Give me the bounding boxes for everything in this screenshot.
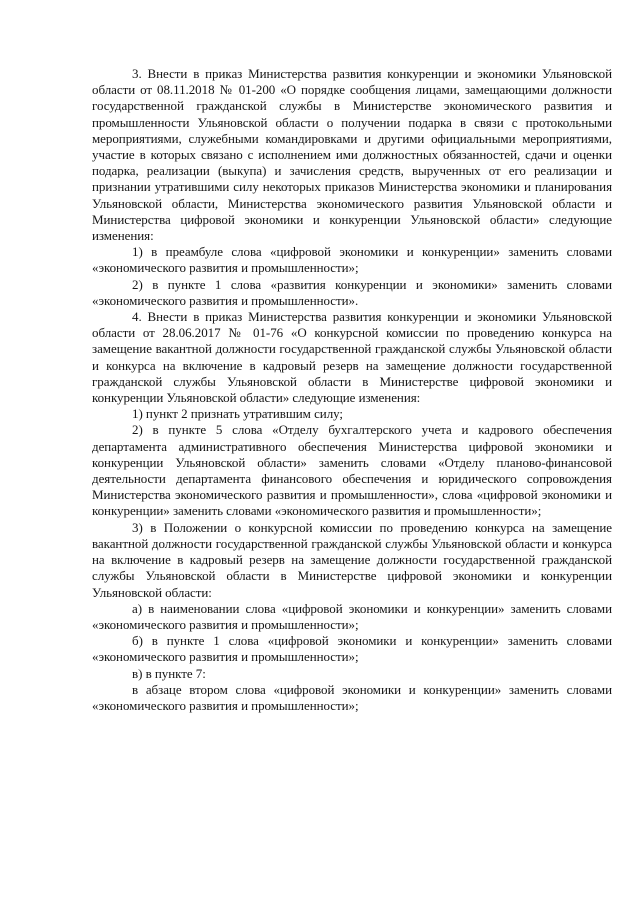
item-4-3-v: в) в пункте 7: xyxy=(132,665,206,681)
document-page xyxy=(92,66,612,714)
item-3-1: 1) в преамбуле слова «цифровой экономики и конкуренции» заменить словами «экономического развития и промышленности»; xyxy=(92,244,612,276)
item-4-3: 3) в Положении о конкурсной комиссии по проведению конкурса на замещение вакантной должности государственной гражданской службы Ульяновской области и конкурса на включение в кадровый резерв на замещение должности государственной гражданской службы Ульяновской области в Министерстве цифровой экономики и конкуренции Ульяновской области: xyxy=(92,519,612,600)
item-4-3-v-abzac: в абзаце втором слова «цифровой экономики и конкуренции» заменить словами «экономического развития и промышленности»; xyxy=(92,681,612,713)
paragraph-4: 4. Внести в приказ Министерства развития конкуренции и экономики Ульяновской области от 28.06.2017 № 01-76 «О конкурсной комиссии по проведению конкурса на замещение вакантной должности государственной гражданской службы Ульяновской области и конкурса на включение в кадровый резерв на замещение должности государственной гражданской службы Ульяновской области в Министерстве цифровой экономики и конкуренции Ульяновской области» следующие изменения: xyxy=(92,309,612,406)
item-4-2: 2) в пункте 5 слова «Отделу бухгалтерского учета и кадрового обеспечения департамента административного обеспечения Министерства цифровой экономики и конкуренции Ульяновской области» заменить словами «Отделу планово-финансовой деятельности департамента финансового обеспечения и юридического сопровождения Министерства экономического развития и промышленности», слова «цифровой экономики и конкуренции» заменить словами «экономического развития и промышленности»; xyxy=(92,422,612,519)
item-4-1: 1) пункт 2 признать утратившим силу; xyxy=(132,406,343,422)
item-4-3-b: б) в пункте 1 слова «цифровой экономики и конкуренции» заменить словами «экономического развития и промышленности»; xyxy=(92,633,612,665)
item-3-2: 2) в пункте 1 слова «развития конкуренции и экономики» заменить словами «экономического развития и промышленности». xyxy=(92,276,612,308)
item-4-3-a: а) в наименовании слова «цифровой экономики и конкуренции» заменить словами «экономического развития и промышленности»; xyxy=(92,600,612,632)
paragraph-3: 3. Внести в приказ Министерства развития конкуренции и экономики Ульяновской области от 08.11.2018 № 01-200 «О порядке сообщения лицами, замещающими должности государственной гражданской службы в Министерстве экономического развития и промышленности Ульяновской области о получении подарка в связи с протокольными мероприятиями, служебными командировками и другими официальными мероприятиями, участие в которых связано с исполнением ими должностных обязанностей, сдачи и оценки подарка, реализации (выкупа) и зачисления средств, вырученных от его реализации и признании утратившими силу некоторых приказов Министерства экономики и планирования Ульяновской области, Министерства экономического развития Ульяновской области и Министерства цифровой экономики и конкуренции Ульяновской области» следующие изменения: xyxy=(92,66,612,244)
